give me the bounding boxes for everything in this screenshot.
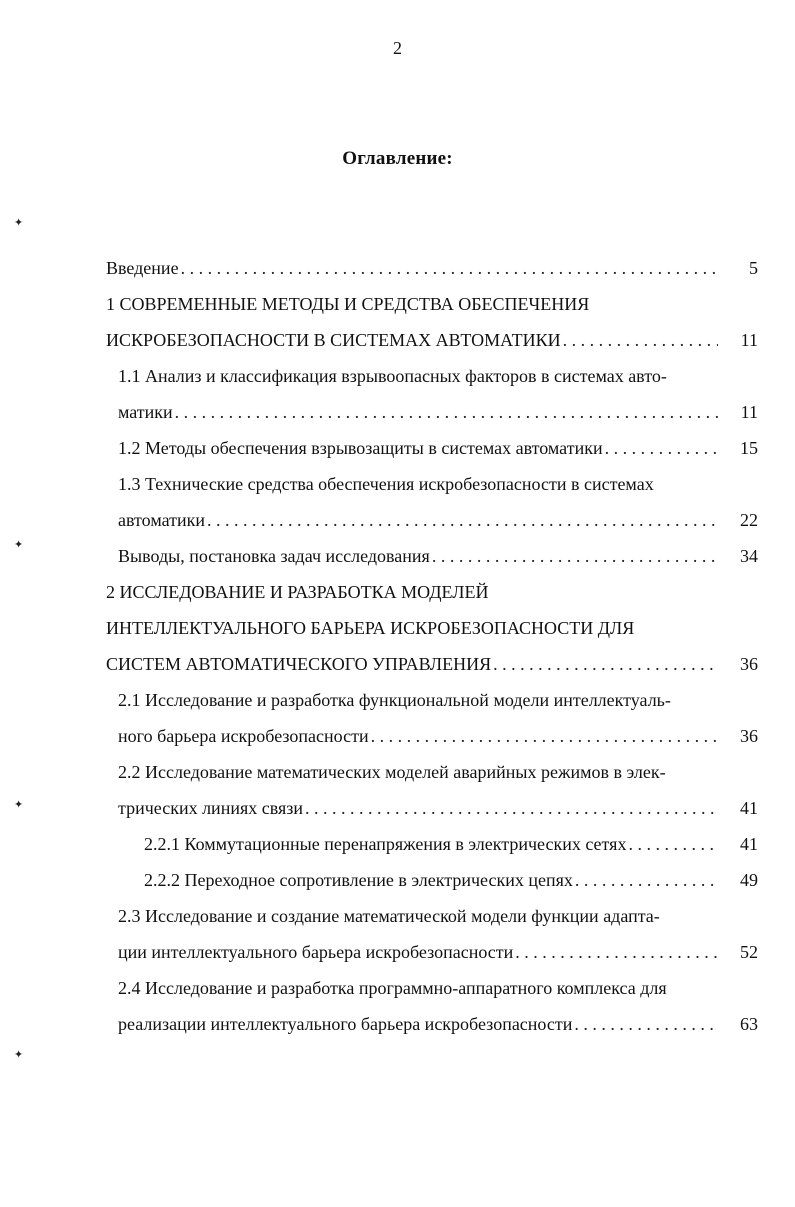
leader-dots (563, 322, 718, 358)
page-number: 2 (393, 38, 402, 58)
toc-entry-2-4[interactable] (106, 970, 758, 1042)
leader-dots (432, 538, 718, 574)
toc-entry-text: реализации интеллектуального барьера искробезопасности (118, 1014, 573, 1034)
toc-entry-text: 2 ИССЛЕДОВАНИЕ И РАЗРАБОТКА МОДЕЛЕЙ (106, 582, 489, 602)
scan-speck-icon: ✦ (14, 539, 24, 551)
toc-entry-2-1[interactable] (106, 682, 758, 754)
toc-entry-1-1[interactable] (106, 358, 758, 430)
toc-page-number: 34 (740, 546, 758, 566)
toc-page-number: 36 (740, 726, 758, 746)
leader-dots (371, 718, 718, 754)
toc-page-number: 15 (740, 438, 758, 458)
toc-entry-introduction[interactable] (106, 250, 758, 286)
scan-speck-icon: ✦ (14, 1049, 24, 1061)
toc-entry-text: 1 СОВРЕМЕННЫЕ МЕТОДЫ И СРЕДСТВА ОБЕСПЕЧЕНИЯ (106, 294, 590, 314)
toc-entry-text: 1.3 Технические средства обеспечения искробезопасности в системах (118, 474, 654, 494)
toc-entry-1-2[interactable] (106, 430, 758, 466)
toc-entry-text: 1.1 Анализ и классификация взрывоопасных факторов в системах авто- (118, 366, 667, 386)
toc-page-number: 63 (740, 1014, 758, 1034)
toc-entry-chapter-1[interactable] (106, 286, 758, 358)
toc-page-number: 41 (740, 798, 758, 818)
toc-entry-text: ИНТЕЛЛЕКТУАЛЬНОГО БАРЬЕРА ИСКРОБЕЗОПАСНОСТИ ДЛЯ (106, 618, 635, 638)
leader-dots (207, 502, 718, 538)
toc-entry-text: 2.2 Исследование математических моделей аварийных режимов в элек- (118, 762, 666, 782)
toc-page-number: 11 (740, 330, 758, 350)
toc-entry-text: Введение (106, 258, 179, 278)
toc-entry-text: 2.3 Исследование и создание математической модели функции адапта- (118, 906, 660, 926)
toc-page-number: 52 (740, 942, 758, 962)
toc-entry-text: трических линиях связи (118, 798, 304, 818)
toc-page-number: 5 (749, 258, 758, 278)
leader-dots (515, 934, 718, 970)
scan-speck-icon: ✦ (14, 799, 24, 811)
toc-entry-1-3[interactable] (106, 466, 758, 538)
leader-dots (575, 862, 718, 898)
leader-dots (605, 430, 718, 466)
scan-speck-icon: ✦ (14, 217, 24, 229)
leader-dots (175, 394, 718, 430)
toc-entry-text: ИСКРОБЕЗОПАСНОСТИ В СИСТЕМАХ АВТОМАТИКИ (106, 330, 561, 350)
toc-page-number: 11 (740, 402, 758, 422)
toc-entry-text: Выводы, постановка задач исследования (118, 546, 430, 566)
leader-dots (305, 790, 718, 826)
toc-entry-text: автоматики (118, 510, 205, 530)
leader-dots (628, 826, 718, 862)
toc-page-number: 36 (740, 654, 758, 674)
toc-page-number: 22 (740, 510, 758, 530)
toc-entry-2-2-1[interactable] (106, 826, 758, 862)
leader-dots (181, 250, 718, 286)
toc-entry-2-2[interactable] (106, 754, 758, 826)
toc-page-number: 49 (740, 870, 758, 890)
toc-entry-text: ного барьера искробезопасности (118, 726, 369, 746)
toc-page-number: 41 (740, 834, 758, 854)
toc-entry-text: 1.2 Методы обеспечения взрывозащиты в системах автоматики (118, 438, 603, 458)
toc-entry-text: 2.1 Исследование и разработка функциональной модели интеллектуаль- (118, 690, 671, 710)
toc-entry-text: ции интеллектуального барьера искробезопасности (118, 942, 514, 962)
toc-entry-2-2-2[interactable] (106, 862, 758, 898)
toc-entry-text: СИСТЕМ АВТОМАТИЧЕСКОГО УПРАВЛЕНИЯ (106, 654, 492, 674)
leader-dots (493, 646, 718, 682)
toc-entry-2-3[interactable] (106, 898, 758, 970)
toc-entry-text: 2.4 Исследование и разработка программно-аппаратного комплекса для (118, 978, 667, 998)
toc-entry-text: 2.2.1 Коммутационные перенапряжения в электрических сетях (144, 834, 627, 854)
toc-entry-conclusions-1[interactable] (106, 538, 758, 574)
toc-entry-text: 2.2.2 Переходное сопротивление в электрических цепях (144, 870, 573, 890)
leader-dots (574, 1006, 718, 1042)
toc-title: Оглавление: (342, 148, 453, 169)
toc-entry-chapter-2[interactable] (106, 574, 758, 682)
table-of-contents (106, 250, 758, 1042)
toc-entry-text: матики (118, 402, 173, 422)
